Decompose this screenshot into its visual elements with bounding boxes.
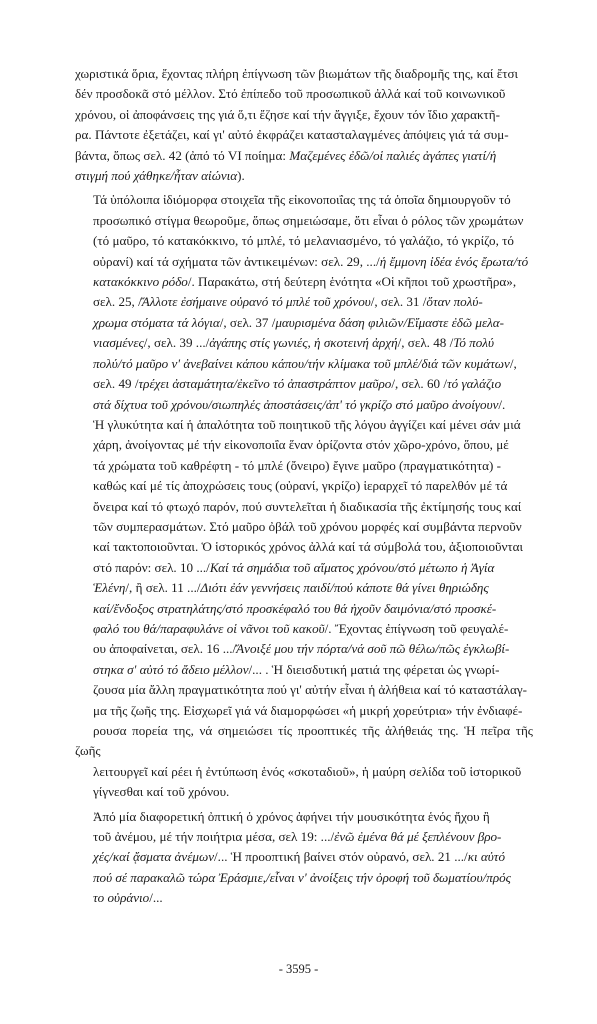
text-line: ρουσα πορεία της, νά σημειώσει τίς προοπτικές τῆς ἀλήθειάς της. Ἡ πεῖρα τῆς ζωῆς (75, 723, 533, 759)
paragraph-1 (75, 64, 533, 186)
text-line: λειτουργεῖ καί ρέει ἡ ἐντύπωση ἑνός «σκοταδιοῦ», ἡ μαύρη σελίδα τοῦ ἱστορικοῦ (93, 763, 522, 779)
text-line: τά χρώματα τοῦ καθρέφτη - τό μπλέ (ὄνειρο) ἔγινε μαῦρο (πραγματικότητα) - (93, 457, 501, 473)
text-line: καί/ἔνδοξος στρατηλάτης/στό προσκέφαλό του θά ἠχοῦν δαιμόνια/στό προσκέ- (93, 600, 497, 616)
text-line: σελ. 25, /Ἄλλοτε ἐσήμαινε οὐρανό τό μπλέ τοῦ χρόνου/, σελ. 31 /ὅταν πολύ- (93, 294, 483, 310)
text-line: στιγμή πού χάθηκε/ἦταν αἰώνια). (75, 168, 245, 184)
text-line: μα τῆς ζωῆς της. Εἰσχωρεῖ γιά νά διαμορφώσει «ἡ μικρή χορεύτρια» τήν ἐνδιαφέ- (93, 702, 523, 718)
text-line: χές/καί ᾄσματα ἀνέμων/... Ἡ προοπτική βαίνει στόν οὐρανό, σελ. 21 .../κι αὐτό (93, 849, 505, 865)
text-line: στά δίχτυα τοῦ χρόνου/σιωπηλές ἀποστάσεις/ἀπ' τό γκρίζο στό μαῦρο ἀνοίγουν/. (93, 396, 506, 412)
text-line: ὄνειρα καί τό φτωχό παρόν, πού συντελεῖται ἡ διαδικασία τῆς ἐκτίμησής τους καί (93, 498, 522, 514)
text-line: δέν προσδοκᾶ στό μέλλον. Στό ἐπίπεδο τοῦ προσωπικοῦ ἀλλά καί τοῦ κοινωνικοῦ (75, 86, 506, 102)
text-line: στηκα σ' αὐτό τό ἄδειο μέλλον/... . Ἡ διεισδυτική ματιά της φέρεται ὡς γνωρί- (93, 661, 500, 677)
paragraph-2 (75, 190, 533, 802)
text-line: Τά ὑπόλοιπα ἰδιόμορφα στοιχεῖα τῆς εἰκονοποιΐας της τά ὁποῖα δημιουργοῦν τό (93, 192, 511, 208)
text-line: βάντα, ὅπως σελ. 42 (ἀπό τό VI ποίημα: Μαζεμένες ἐδῶ/οἱ παλιές ἀγάπες γιατί/ἡ (75, 147, 497, 163)
text-line: πού σέ παρακαλῶ τώρα Ἐράσμιε,/εἶναι ν' ἀνοίξεις τήν ὀροφή τοῦ δωματίου/πρός (93, 869, 511, 885)
text-line: Ἑλένη/, ἢ σελ. 11 .../Διότι ἐάν γεννήσεις παιδί/πού κάποτε θά γίνει θηριώδης (93, 580, 489, 596)
text-line: πολύ/τό μαῦρο ν' ἀνεβαίνει κάπου κάπου/τήν κλίμακα τοῦ μπλέ/διά τῶν κυμάτων/, (93, 355, 517, 371)
text-line: οὐρανί) καί τά σχήματα τῶν ἀντικειμένων: σελ. 29, .../ἡ ἔμμονη ἰδέα ἑνός ἔρωτα/τό (93, 253, 529, 269)
text-line: ου ἀποφαίνεται, σελ. 16 .../Ἄνοιξέ μου τήν πόρτα/νά σοῦ πῶ θέλω/πῶς ἐγκλωβί- (93, 641, 510, 657)
text-line: φαλό του θά/παραφυλάνε οἱ νᾶνοι τοῦ κακοῦ/. Ἔχοντας ἐπίγνωση τοῦ φευγαλέ- (93, 620, 509, 636)
text-line: (τό μαῦρο, τό κατακόκκινο, τό μπλέ, τό μελανιασμένο, τό γαλάζιο, τό γκρίζο, τό (93, 233, 514, 249)
text-line: κατακόκκινο ρόδο/. Παρακάτω, στή δεύτερη ἑνότητα «Οἱ κῆποι τοῦ χρωστῆρα», (93, 274, 517, 290)
text-line: ζουσα μία ἄλλη πραγματικότητα πού γι' αὐτήν εἶναι ἡ ἀλήθεια καί τό καταστάλαγ- (93, 682, 528, 698)
text-line: γίγνεσθαι καί τοῦ χρόνου. (93, 784, 230, 800)
text-line: ρα. Πάντοτε ἐξετάζει, καί γι' αὐτό ἐκφράζει κατασταλαγμένες ἀπόψεις γιά τά συμ- (75, 127, 509, 143)
text-line: τῶν συμπερασμάτων. Στό μαῦρο ὀβάλ τοῦ χρόνου μορφές καί συμβάντα περνοῦν (93, 518, 522, 534)
text-line: Ἡ γλυκύτητα καί ἡ ἁπαλότητα τοῦ ποιητικοῦ τῆς λόγου ἀγγίζει καί μένει σάν μιά (93, 416, 521, 432)
text-line: το οὐράνιο/... (93, 890, 163, 906)
text-line: τοῦ ἀνέμου, μέ τήν ποιήτρια μέσα, σελ 19: .../ἐνῶ ἐμένα θά μέ ξεπλένουν βρο- (93, 829, 502, 845)
text-line: προσωπικό στίγμα θεωροῦμε, ὅπως σημειώσαμε, ὅτι εἶναι ὁ ρόλος τῶν χρωμάτων (93, 212, 524, 228)
text-line: καθώς καί μέ τίς ἀποχρώσεις τους (οὐρανί, γκρίζο) ἱεραρχεῖ τό παρελθόν μέ τά (93, 478, 508, 494)
text-line: καί τακτοποιοῦνται. Ὁ ἱστορικός χρόνος ἀλλά καί τά σύμβολά του, ἀξιοποιοῦνται (93, 539, 524, 555)
text-line: στό παρόν: σελ. 10 .../Καί τά σημάδια τοῦ αἵματος χρόνου/στό μέτωπο ἡ Ἁγία (93, 559, 495, 575)
text-line: χωριστικά ὅρια, ἔχοντας πλήρη ἐπίγνωση τῶν βιωμάτων τῆς διαδρομῆς της, καί ἔτσι (75, 66, 519, 81)
text-line: Ἀπό μία διαφορετική ὀπτική ὁ χρόνος ἀφήνει τήν μουσικότητα ἑνός ἤχου ἢ (93, 808, 490, 824)
text-line: σελ. 49 /τρέχει ἀσταμάτητα/ἐκεῖνο τό ἀπαστράπτον μαῦρο/, σελ. 60 /τό γαλάζιο (93, 376, 502, 392)
text-line: χρόνου, οἱ ἀποφάνσεις της γιά ὅ,τι ἔζησε καί τήν ἄγγιξε, ἔχουν τόν ἴδιο χαρακτῆ- (75, 106, 501, 122)
text-line: χρωμα στόματα τά λόγια/, σελ. 37 /μαυρισμένα δάση φιλιῶν/Εἴμαστε ἐδῶ μελα- (93, 314, 505, 330)
page-number: - 3595 - (278, 962, 319, 976)
paragraph-3 (75, 807, 533, 909)
text-line: νιασμένες/, σελ. 39 .../ἀγάπης στίς γωνιές, ἡ σκοτεινή ἀρχή/, σελ. 48 /Τό πολύ (93, 335, 494, 351)
text-line: χάρη, ἀνοίγοντας μέ τήν εἰκονοποιΐα ἕναν ὁρίζοντα στόν χῶρο-χρόνο, ὅπου, μέ (93, 437, 509, 453)
